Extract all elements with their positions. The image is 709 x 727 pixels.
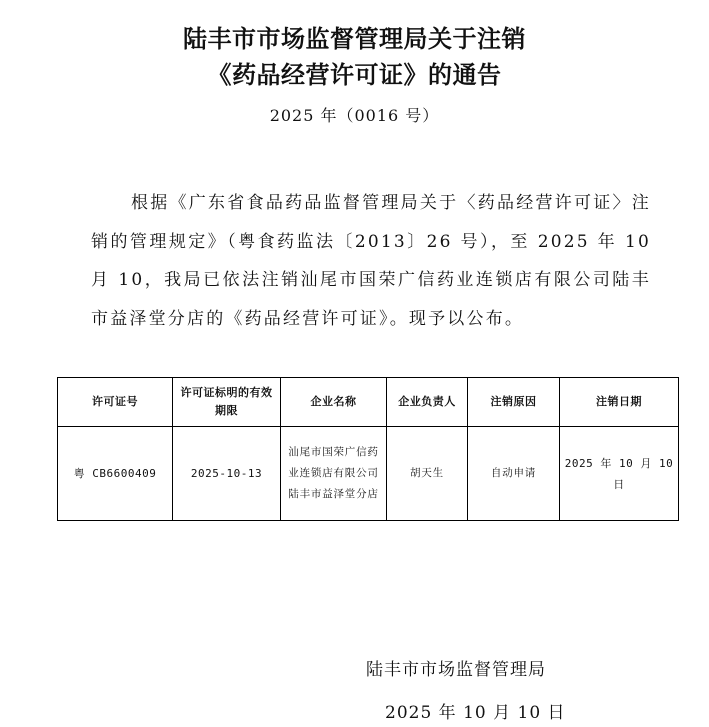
cell-date: 2025 年 10 月 10 日	[560, 427, 679, 521]
header-valid-until: 许可证标明的有效期限	[173, 378, 281, 427]
header-reason: 注销原因	[468, 378, 560, 427]
notice-title-line2: 《药品经营许可证》的通告	[207, 61, 502, 89]
header-company: 企业名称	[281, 378, 387, 427]
cell-valid-until: 2025-10-13	[173, 427, 281, 521]
header-license-no: 许可证号	[58, 378, 173, 427]
cell-company: 汕尾市国荣广信药业连锁店有限公司陆丰市益泽堂分店	[281, 427, 387, 521]
cell-reason: 自动申请	[468, 427, 560, 521]
notice-title-line1: 陆丰市市场监督管理局关于注销	[183, 25, 526, 53]
table-header-row	[58, 378, 679, 427]
cell-license-no: 粤 CB6600409	[58, 427, 173, 521]
document-number: 2025 年（0016 号）	[269, 106, 440, 125]
notice-body: 根据《广东省食品药品监督管理局关于〈药品经营许可证〉注销的管理规定》（粤食药监法〔2013〕26 号），至 2025 年 10 月 10，我局已依法注销汕尾市国荣广信药业连锁店有限公司陆丰市益泽堂分店的《药品经营许可证》。现予以公布。	[91, 193, 651, 329]
header-person: 企业负责人	[387, 378, 468, 427]
header-date: 注销日期	[560, 378, 679, 427]
cell-person: 胡天生	[387, 427, 468, 521]
table-row	[58, 427, 679, 521]
signature-date: 2025 年 10 月 10 日	[385, 703, 566, 723]
signature-org: 陆丰市市场监督管理局	[366, 660, 546, 680]
cancellation-table	[57, 377, 679, 521]
